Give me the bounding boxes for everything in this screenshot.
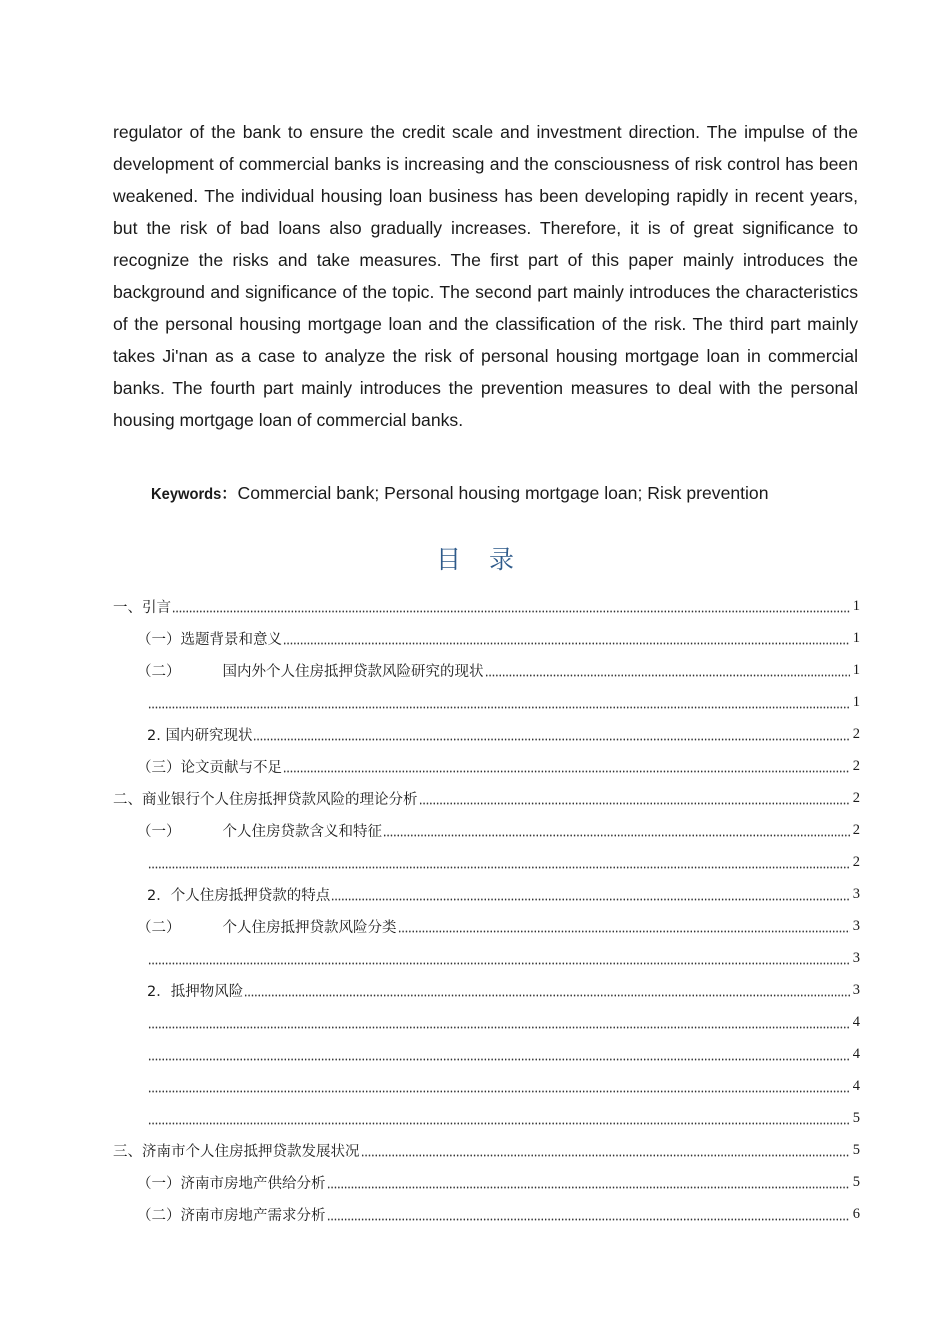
toc-dot-leader <box>419 791 851 805</box>
toc-page-number: 4 <box>852 1077 860 1094</box>
toc-entry-prefix: （一）选题背景和意义 <box>137 631 282 648</box>
toc-dot-leader <box>327 1207 851 1221</box>
toc-entry-title <box>147 884 330 905</box>
toc-page-number: 6 <box>852 1205 860 1222</box>
toc-entry[interactable] <box>113 878 860 910</box>
toc-page-number: 5 <box>852 1109 860 1126</box>
toc-entry-title <box>113 788 418 809</box>
toc-entry-title <box>137 820 382 841</box>
toc-page-number: 3 <box>852 917 860 934</box>
toc-entry[interactable] <box>113 814 860 846</box>
toc-entry[interactable] <box>113 750 860 782</box>
toc-entry[interactable] <box>113 974 860 1006</box>
toc-entry-title <box>147 980 243 1001</box>
toc-entry-title <box>137 628 282 649</box>
keywords-line <box>151 478 871 510</box>
toc-entry[interactable] <box>113 1070 860 1102</box>
toc-page-number: 2 <box>852 853 860 870</box>
toc-dot-leader <box>331 887 850 901</box>
toc-entry-prefix: （一）济南市房地产供给分析 <box>137 1175 326 1192</box>
toc-entry[interactable] <box>113 654 860 686</box>
toc-page-number: 5 <box>852 1141 860 1158</box>
toc-entry-title <box>137 756 282 777</box>
toc-dot-leader <box>361 1143 851 1157</box>
toc-entry-title <box>137 660 484 681</box>
toc-dot-leader <box>148 1015 850 1029</box>
toc-entry[interactable] <box>113 1006 860 1038</box>
toc-dot-leader <box>283 759 850 773</box>
toc-page-number: 3 <box>852 949 860 966</box>
toc-page-number: 1 <box>852 597 860 614</box>
toc-entry-prefix: 二、商业银行个人住房抵押贷款风险的理论分析 <box>113 791 418 808</box>
toc-entry-text: 个人住房贷款含义和特征 <box>222 823 382 840</box>
toc-page-number: 2 <box>852 725 860 742</box>
toc-page-number: 3 <box>852 981 860 998</box>
toc-entry-title <box>137 1172 326 1193</box>
toc-entry-title <box>113 1140 360 1161</box>
toc-entry-prefix: （二） <box>137 919 181 936</box>
toc-dot-leader <box>398 919 851 933</box>
toc-dot-leader <box>244 983 850 997</box>
toc-entry-title <box>147 724 252 745</box>
toc-entry-prefix: 三、济南市个人住房抵押贷款发展状况 <box>113 1143 360 1160</box>
toc-entry[interactable] <box>113 718 860 750</box>
keywords-value: Commercial bank; Personal housing mortgage loan; Risk prevention <box>237 483 769 503</box>
toc-page-number: 2 <box>852 789 860 806</box>
toc-page-number: 1 <box>852 661 860 678</box>
toc-entry[interactable] <box>113 942 860 974</box>
toc-page-number: 1 <box>852 693 860 710</box>
toc-entry-title <box>137 1204 326 1225</box>
toc-entry[interactable] <box>113 1198 860 1230</box>
toc-entry-text: 国内外个人住房抵押贷款风险研究的现状 <box>222 663 484 680</box>
toc-dot-leader <box>283 631 850 645</box>
toc-entry[interactable] <box>113 846 860 878</box>
toc-entry-prefix: 一、引言 <box>113 599 171 616</box>
toc-entry-prefix: （二）济南市房地产需求分析 <box>137 1207 326 1224</box>
toc-page-number: 3 <box>852 885 860 902</box>
toc-dot-leader <box>172 599 850 613</box>
toc-entry[interactable] <box>113 1102 860 1134</box>
toc-dot-leader <box>383 823 850 837</box>
toc-entry[interactable] <box>113 910 860 942</box>
toc-entry-prefix: 2. 国内研究现状 <box>147 727 253 744</box>
toc-page-number: 1 <box>852 629 860 646</box>
toc-dot-leader <box>327 1175 851 1189</box>
toc-entry-title <box>113 596 171 617</box>
abstract-paragraph: regulator of the bank to ensure the credit scale and investment direction. The impulse of the development of commercial banks is increasing and the consciousness of risk control has been weakened. The individual housing loan business has been developing rapidly in recent years, but the risk of bad loans also gradually increases. Therefore, it is of great significance to recognize the risks and take measures. The first part of this paper mainly introduces the background and significance of the topic. The second part mainly introduces the characteristics of the personal housing mortgage loan and the classification of the risk. The third part mainly takes Ji'nan as a case to analyze the risk of personal housing mortgage loan in commercial banks. The fourth part mainly introduces the prevention measures to deal with the personal housing mortgage loan of commercial banks. <box>113 122 858 430</box>
toc-dot-leader <box>148 695 850 709</box>
toc-entry-text: 个人住房抵押贷款风险分类 <box>222 919 397 936</box>
toc-entry[interactable] <box>113 686 860 718</box>
toc-dot-leader <box>148 1079 850 1093</box>
toc-entry-prefix: 2．个人住房抵押贷款的特点 <box>147 887 331 904</box>
toc-page-number: 2 <box>852 821 860 838</box>
toc-entry[interactable] <box>113 590 860 622</box>
toc-page-number: 4 <box>852 1045 860 1062</box>
toc-entry[interactable] <box>113 1038 860 1070</box>
toc-page-number: 2 <box>852 757 860 774</box>
toc-entry[interactable] <box>113 1134 860 1166</box>
toc-dot-leader <box>148 1111 850 1125</box>
toc-entry-prefix: （三）论文贡献与不足 <box>137 759 282 776</box>
toc-dot-leader <box>253 727 850 741</box>
toc-entry[interactable] <box>113 1166 860 1198</box>
toc-title: 目录 <box>435 545 542 574</box>
toc-dot-leader <box>148 951 850 965</box>
toc-entry[interactable] <box>113 782 860 814</box>
toc-entry-prefix: 2．抵押物风险 <box>147 983 244 1000</box>
keywords-label: Keywords： <box>151 486 237 503</box>
toc-page-number: 5 <box>852 1173 860 1190</box>
toc-entry-prefix: （一） <box>137 823 181 840</box>
toc-dot-leader <box>148 855 850 869</box>
table-of-contents <box>113 590 860 1230</box>
toc-entry-title <box>137 916 397 937</box>
toc-dot-leader <box>148 1047 850 1061</box>
toc-page-number: 4 <box>852 1013 860 1030</box>
toc-entry-prefix: （二） <box>137 663 181 680</box>
toc-entry[interactable] <box>113 622 860 654</box>
toc-dot-leader <box>485 663 851 677</box>
